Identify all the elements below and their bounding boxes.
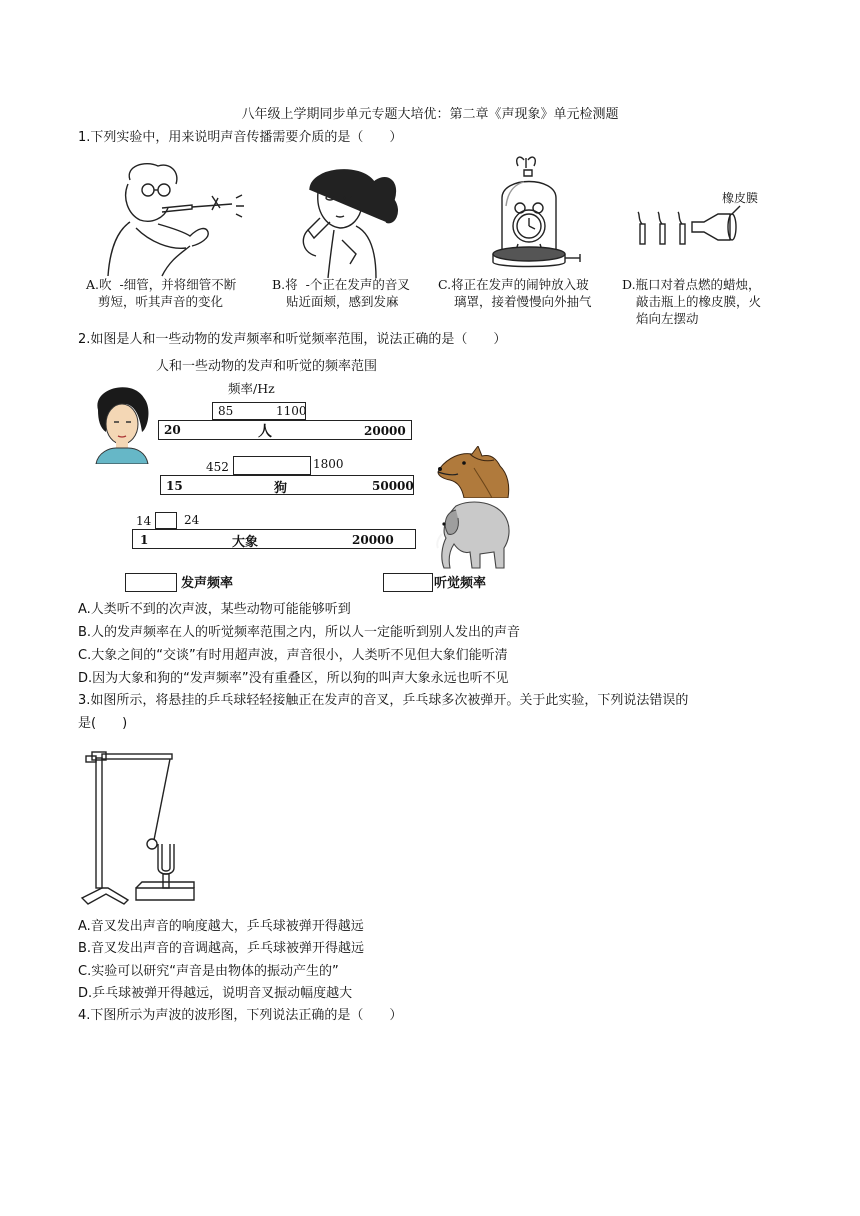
human-row-label: 人 (258, 424, 272, 440)
legend-voice-label: 发声频率 (181, 576, 234, 591)
dog-hearing-min: 15 (166, 479, 183, 493)
elephant-voice-min: 14 (136, 514, 152, 528)
human-voice-max: 1100 (276, 404, 307, 418)
page-title: 八年级上学期同步单元专题大培优：第二章《声现象》单元检测题 (241, 107, 619, 122)
option-d-caption-line3: 焰向左摆动 (636, 311, 699, 326)
figure-b-girl-tuning-fork (290, 160, 410, 280)
elephant-voice-max: 24 (184, 513, 200, 527)
option-d-caption-line1: D.瓶口对着点燃的蜡烛， (622, 277, 761, 292)
question-3-stem-line2: 是( ) (78, 716, 128, 731)
q2-option-c[interactable]: C.大象之间的“交谈”有时用超声波，声音很小，人类听不见但大象们能听清 (78, 648, 508, 663)
elephant-row-label: 大象 (232, 535, 259, 550)
frequency-axis-label: 频率/Hz (228, 381, 275, 396)
option-a-caption-line2: 剪短，听其声音的变化 (98, 294, 224, 309)
dog-voice-min: 452 (206, 460, 229, 474)
option-c-caption[interactable] (438, 276, 592, 310)
option-b-caption[interactable] (272, 276, 410, 310)
dog-voice-range-bar (233, 456, 311, 475)
q2-option-a[interactable]: A.人类听不到的次声波，某些动物可能能够听到 (78, 602, 351, 617)
dog-hearing-max: 50000 (372, 479, 414, 493)
option-b-caption-part1: B.将 (272, 277, 298, 292)
elephant-voice-range-bar (155, 512, 177, 529)
human-voice-min: 85 (218, 404, 234, 418)
legend-hearing-label: 听觉频率 (434, 576, 487, 591)
dog-row-label: 狗 (274, 481, 288, 496)
q3-option-d[interactable]: D.乒乓球被弹开得越远，说明音叉振动幅度越大 (78, 986, 353, 1001)
option-d-caption[interactable] (622, 276, 761, 327)
option-a-caption-part1: A.吹 (86, 277, 112, 292)
q2-option-b[interactable]: B.人的发声频率在人的听觉频率范围之内，所以人一定能听到别人发出的声音 (78, 625, 521, 640)
q3-option-b[interactable]: B.音叉发出声音的音调越高，乒乓球被弹开得越远 (78, 941, 365, 956)
frequency-figure-title: 人和一些动物的发声和听觉的频率范围 (156, 359, 378, 374)
human-hearing-min: 20 (164, 423, 181, 437)
question-3-stem-line1: 3.如图所示，将悬挂的乒乓球轻轻接触正在发声的音叉，乒乓球多次被弹开。关于此实验，下列说法错误的 (78, 693, 689, 708)
option-a-caption-part2: -细管，并将细管不断 (119, 277, 237, 292)
option-b-caption-part2: -个正在发声的音叉 (305, 277, 410, 292)
figure-d-candles-bottle (630, 200, 770, 260)
elephant-picture (428, 498, 512, 570)
dog-voice-max: 1800 (313, 457, 344, 471)
elephant-hearing-max: 20000 (352, 533, 394, 547)
question-1-stem: 1.下列实验中，用来说明声音传播需要介质的是（ ） (78, 130, 403, 145)
q3-option-a[interactable]: A.音叉发出声音的响度越大，乒乓球被弹开得越远 (78, 919, 364, 934)
option-a-caption[interactable] (86, 276, 236, 310)
option-d-caption-line2: 敲击瓶上的橡皮膜，火 (636, 294, 762, 309)
figure-a-man-blowing-tube (100, 158, 250, 278)
legend-hearing-swatch (383, 573, 433, 592)
question-4-stem: 4.下图所示为声波的波形图，下列说法正确的是（ ） (78, 1008, 403, 1023)
q2-option-d[interactable]: D.因为大象和狗的“发声频率”没有重叠区，所以狗的叫声大象永远也听不见 (78, 671, 509, 686)
elephant-hearing-min: 1 (140, 533, 149, 547)
option-c-caption-line2: 璃罩，接着慢慢向外抽气 (454, 294, 592, 309)
question-2-stem: 2.如图是人和一些动物的发声频率和听觉频率范围，说法正确的是（ ） (78, 332, 507, 347)
option-c-caption-line1: C.将正在发声的闹钟放入玻 (438, 277, 589, 292)
option-b-caption-line2: 贴近面颊，感到发麻 (286, 294, 399, 309)
rubber-membrane-label: 橡皮膜 (722, 191, 759, 205)
dog-picture (434, 446, 512, 498)
legend-voice-swatch (125, 573, 177, 592)
figure-c-bell-jar (476, 150, 596, 275)
pendulum-tuning-fork-figure (78, 740, 200, 910)
q3-option-c[interactable]: C.实验可以研究“声音是由物体的振动产生的” (78, 964, 339, 979)
person-portrait (86, 380, 156, 464)
human-hearing-max: 20000 (364, 424, 406, 438)
